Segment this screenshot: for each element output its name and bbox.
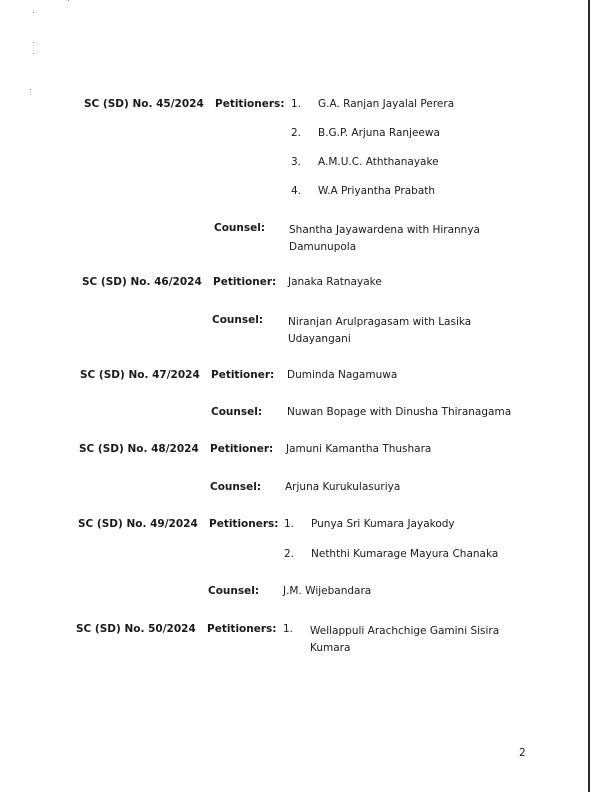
- petitioner-name: W.A Priyantha Prabath: [318, 185, 436, 197]
- petitioner-name: Punya Sri Kumara Jayakody: [311, 518, 455, 530]
- case-number: SC (SD) No. 50/2024: [76, 623, 196, 635]
- petitioner-name: Wellappuli Arachchige Gamini Sisira Kumara: [310, 625, 500, 654]
- counsel-label: Counsel:: [211, 406, 263, 418]
- page-number: 2: [519, 747, 526, 759]
- counsel-name: J.M. Wijebandara: [283, 585, 372, 597]
- case-number: SC (SD) No. 47/2024: [80, 369, 200, 381]
- petitioner-name: G.A. Ranjan Jayalal Perera: [318, 98, 455, 110]
- petitioner-label: Petitioner:: [213, 276, 277, 288]
- list-number: 3.: [291, 156, 302, 168]
- counsel-name: Arjuna Kurukulasuriya: [285, 481, 401, 493]
- case-number: SC (SD) No. 46/2024: [82, 276, 202, 288]
- petitioners-label: Petitioners:: [207, 623, 277, 635]
- petitioner-name: B.G.P. Arjuna Ranjeewa: [318, 127, 440, 139]
- petitioners-label: Petitioners:: [215, 98, 285, 110]
- list-number: 1.: [283, 623, 294, 635]
- petitioner-name: Duminda Nagamuwa: [287, 369, 398, 381]
- petitioner-name: Jamuni Kamantha Thushara: [286, 443, 432, 455]
- case-number: SC (SD) No. 49/2024: [78, 518, 198, 530]
- list-number: 2.: [284, 548, 295, 560]
- list-number: 2.: [291, 127, 302, 139]
- petitioner-name: Neththi Kumarage Mayura Chanaka: [311, 548, 499, 560]
- list-number: 4.: [291, 185, 302, 197]
- counsel-name: Nuwan Bopage with Dinusha Thiranagama: [287, 406, 512, 418]
- petitioner-name: Janaka Ratnayake: [288, 276, 382, 288]
- counsel-label: Counsel:: [208, 585, 260, 597]
- counsel-label: Counsel:: [210, 481, 262, 493]
- scan-speck: [33, 53, 34, 54]
- scan-speck: [30, 89, 31, 90]
- petitioners-label: Petitioners:: [209, 518, 279, 530]
- petitioner-label: Petitioner:: [210, 443, 274, 455]
- petitioner-label: Petitioner:: [211, 369, 275, 381]
- scan-speck: [68, 0, 69, 1]
- counsel-name: Shantha Jayawardena with Hirannya Damunupola: [289, 224, 480, 253]
- list-number: 1.: [284, 518, 295, 530]
- case-number: SC (SD) No. 45/2024: [84, 98, 204, 110]
- scan-page-edge: [588, 0, 590, 792]
- counsel-label: Counsel:: [212, 314, 264, 326]
- counsel-name: Niranjan Arulpragasam with Lasika Udayangani: [288, 316, 472, 345]
- list-number: 1.: [291, 98, 302, 110]
- scan-speck: [33, 12, 34, 13]
- petitioner-name: A.M.U.C. Aththanayake: [318, 156, 439, 168]
- case-number: SC (SD) No. 48/2024: [79, 443, 199, 455]
- counsel-label: Counsel:: [214, 222, 266, 234]
- scan-speck: [33, 42, 34, 43]
